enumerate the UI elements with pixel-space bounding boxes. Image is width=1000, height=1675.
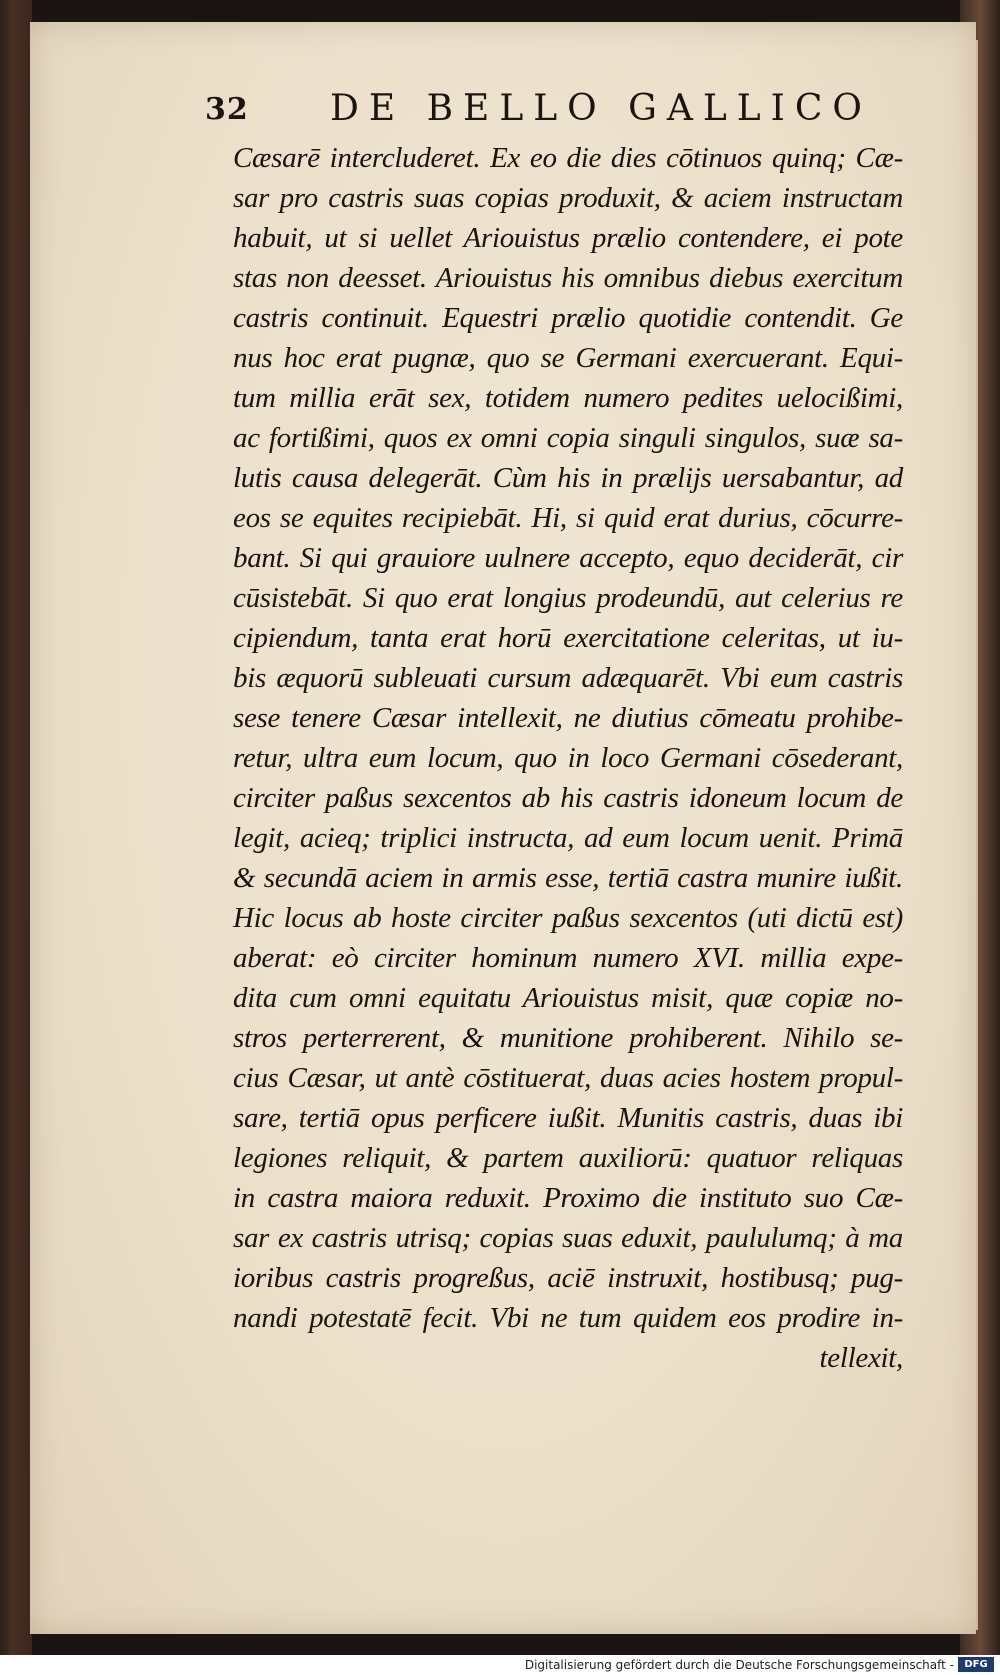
- text-line: sar ex castris utrisq; copias suas eduxit, paululumq; à ma: [233, 1222, 903, 1254]
- body-text: [233, 138, 903, 1378]
- book-cover-left-edge: [0, 0, 32, 1655]
- text-line: habuit, ut si uellet Ariouistus prælio contendere, ei pote: [233, 222, 903, 254]
- text-line: & secundā aciem in armis esse, tertiā castra munire iußit.: [233, 862, 903, 894]
- dfg-logo: DFG: [958, 1657, 994, 1672]
- text-line: nandi potestatē fecit. Vbi ne tum quidem eos prodire in-: [233, 1302, 903, 1334]
- text-line: castris continuit. Equestri prælio quotidie contendit. Ge: [233, 302, 903, 334]
- text-line: cipiendum, tanta erat horū exercitatione celeritas, ut iu-: [233, 622, 903, 654]
- text-line: legit, acieq; triplici instructa, ad eum locum uenit. Primā: [233, 822, 903, 854]
- funding-credit: Digitalisierung gefördert durch die Deutsche Forschungsgemeinschaft -: [524, 1658, 954, 1672]
- text-line: ioribus castris progreßus, aciē instruxit, hostibusq; pug-: [233, 1262, 903, 1294]
- text-line: stros perterrerent, & munitione prohiberent. Nihilo se-: [233, 1022, 903, 1054]
- text-line: aberat: eò circiter hominum numero XVI. millia expe-: [233, 942, 903, 974]
- text-line-catchword: tellexit,: [819, 1342, 903, 1374]
- text-line: tum millia erāt sex, totidem numero pedites uelocißimi,: [233, 382, 903, 414]
- text-line: sare, tertiā opus perficere iußit. Munitis castris, duas ibi: [233, 1102, 903, 1134]
- text-line: in castra maiora reduxit. Proximo die instituto suo Cæ-: [233, 1182, 903, 1214]
- text-line: lutis causa delegerāt. Cùm his in prælijs uersabantur, ad: [233, 462, 903, 494]
- text-line: stas non deesset. Ariouistus his omnibus diebus exercitum: [233, 262, 903, 294]
- page-header: [205, 88, 935, 138]
- text-line: Cæsarē intercluderet. Ex eo die dies cōtinuos quinq; Cæ-: [233, 142, 903, 174]
- text-line: sese tenere Cæsar intellexit, ne diutius cōmeatu prohibe-: [233, 702, 903, 734]
- text-line: Hic locus ab hoste circiter paßus sexcentos (uti dictū est): [233, 902, 903, 934]
- text-line: legiones reliquit, & partem auxiliorū: quatuor reliquas: [233, 1142, 903, 1174]
- text-line: bant. Si qui grauiore uulnere accepto, equo deciderāt, cir: [233, 542, 903, 574]
- text-line: nus hoc erat pugnæ, quo se Germani exercuerant. Equi-: [233, 342, 903, 374]
- text-line: retur, ultra eum locum, quo in loco Germani cōsederant,: [233, 742, 903, 774]
- digitization-footer: [0, 1655, 1000, 1675]
- text-line: ac fortißimi, quos ex omni copia singuli singulos, suæ sa-: [233, 422, 903, 454]
- text-line: sar pro castris suas copias produxit, & aciem instructam: [233, 182, 903, 214]
- text-line: eos se equites recipiebāt. Hi, si quid erat durius, cōcurre-: [233, 502, 903, 534]
- text-line: cūsistebāt. Si quo erat longius prodeundū, aut celerius re: [233, 582, 903, 614]
- text-line: dita cum omni equitatu Ariouistus misit, quæ copiæ no-: [233, 982, 903, 1014]
- running-title: DE BELLO GALLICO: [330, 88, 872, 129]
- text-line: cius Cæsar, ut antè cōstituerat, duas acies hostem propul-: [233, 1062, 903, 1094]
- text-line: circiter paßus sexcentos ab his castris idoneum locum de: [233, 782, 903, 814]
- page-number: 32: [205, 92, 249, 127]
- text-line: bis æquorū subleuati cursum adæquarēt. Vbi eum castris: [233, 662, 903, 694]
